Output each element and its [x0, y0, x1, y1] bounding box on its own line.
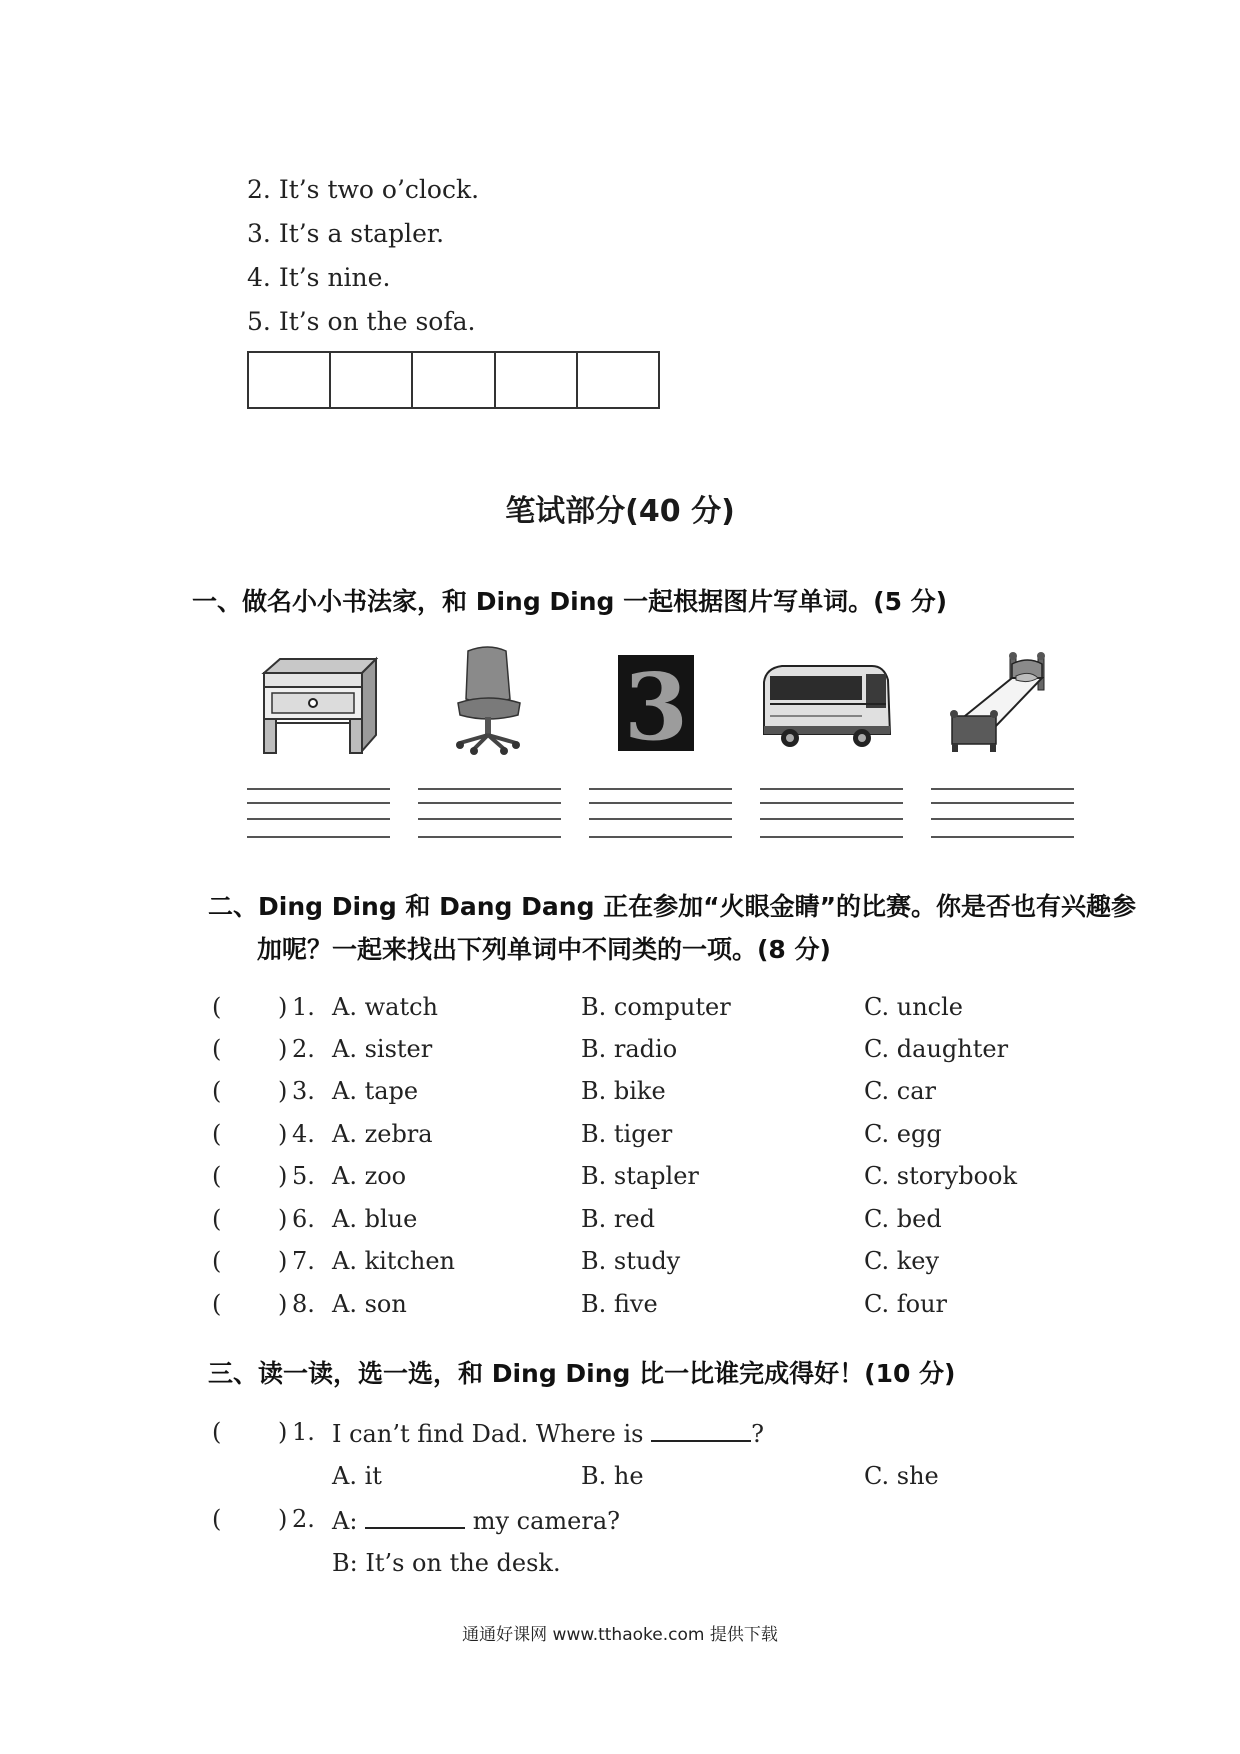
answer-cell[interactable]: [331, 353, 413, 407]
footer-source: 通通好课网 www.tthaoke.com 提供下载: [462, 1625, 778, 1645]
question-mark: ?: [751, 1420, 764, 1448]
writing-lines-5[interactable]: [931, 788, 1074, 843]
answer-paren-close: ): [278, 1077, 288, 1105]
office-chair-icon: [448, 645, 528, 757]
dialogue-line-b: [332, 1549, 561, 1577]
answer-cell[interactable]: [578, 353, 658, 407]
question-row: [212, 1205, 1112, 1235]
question-row: [212, 1247, 1112, 1277]
section2-heading-line2: 加呢？一起来找出下列单词中不同类的一项。(8 分): [257, 935, 831, 964]
option-b: B. radio: [581, 1035, 678, 1063]
bus-icon: [760, 660, 894, 752]
answer-paren-close: ): [278, 1162, 288, 1190]
section3-heading: 三、读一读，选一选，和 Ding Ding 比一比谁完成得好！(10 分): [208, 1359, 956, 1388]
answer-paren-open[interactable]: (: [212, 1290, 222, 1318]
dialogue-text: my camera?: [472, 1507, 621, 1535]
question-number: 3.: [292, 1077, 315, 1105]
answer-cell[interactable]: [249, 353, 331, 407]
written-part-title: 笔试部分(40 分): [505, 494, 735, 529]
writing-lines-4[interactable]: [760, 788, 903, 843]
answer-paren-open[interactable]: (: [212, 993, 222, 1021]
listening-item-2: [247, 175, 479, 204]
option-a: A. kitchen: [332, 1247, 456, 1275]
option-c: C. bed: [864, 1205, 942, 1233]
writing-lines-1[interactable]: [247, 788, 390, 843]
option-a: A. tape: [332, 1077, 419, 1105]
listening-item-3: [247, 219, 444, 248]
option-b: B. bike: [581, 1077, 666, 1105]
options-row: [212, 1462, 1112, 1492]
answer-paren-close: ): [278, 1418, 288, 1446]
answer-paren-close: ): [278, 1035, 288, 1063]
option-b: B. stapler: [581, 1162, 699, 1190]
section1-heading: 一、做名小小书法家，和 Ding Ding 一起根据图片写单词。(5 分): [192, 587, 948, 616]
item-number: 5.: [247, 307, 271, 336]
answer-paren-close: ): [278, 1290, 288, 1318]
nightstand-icon: [258, 655, 378, 757]
fill-blank[interactable]: [651, 1418, 751, 1442]
question-stem: [332, 1418, 764, 1448]
option-c: C. daughter: [864, 1035, 1009, 1063]
question-number: 1.: [292, 993, 315, 1021]
option-a: A. son: [332, 1290, 407, 1318]
question-row: [212, 1290, 1112, 1320]
dialogue-text: B: It’s on the desk.: [332, 1549, 561, 1577]
option-a: A. it: [332, 1462, 382, 1490]
option-a: A. zoo: [332, 1162, 407, 1190]
question-number: 4.: [292, 1120, 315, 1148]
listening-item-4: [247, 263, 390, 292]
option-b: B. red: [581, 1205, 655, 1233]
item-text: It’s nine.: [278, 263, 391, 292]
question-row: [212, 1162, 1112, 1192]
answer-paren-open[interactable]: (: [212, 1035, 222, 1063]
answer-paren-open[interactable]: (: [212, 1162, 222, 1190]
question-number: 7.: [292, 1247, 315, 1275]
answer-paren-close: ): [278, 1120, 288, 1148]
question-number: 6.: [292, 1205, 315, 1233]
option-c: C. car: [864, 1077, 936, 1105]
writing-lines-2[interactable]: [418, 788, 561, 843]
section2-heading-line1: 二、Ding Ding 和 Dang Dang 正在参加“火眼金睛”的比赛。你是否也有兴趣参: [208, 892, 1137, 921]
option-c: C. storybook: [864, 1162, 1018, 1190]
bed-icon: [950, 650, 1046, 752]
option-b: B. five: [581, 1290, 658, 1318]
question-number: 2.: [292, 1505, 315, 1533]
option-c: C. egg: [864, 1120, 942, 1148]
answer-cell[interactable]: [496, 353, 578, 407]
digit-three: 3: [623, 655, 689, 751]
option-b: B. he: [581, 1462, 644, 1490]
option-a: A. sister: [332, 1035, 433, 1063]
answer-paren-close: ): [278, 993, 288, 1021]
answer-cell[interactable]: [413, 353, 495, 407]
speaker-a-label: A:: [332, 1507, 358, 1535]
answer-paren-close: ): [278, 1205, 288, 1233]
question-row: [212, 1120, 1112, 1150]
dialogue-line-a: [332, 1505, 620, 1535]
item-number: 3.: [247, 219, 271, 248]
question-row: [212, 993, 1112, 1023]
number-three-icon: [618, 655, 694, 751]
writing-lines-3[interactable]: [589, 788, 732, 843]
option-b: B. computer: [581, 993, 731, 1021]
question-row: [212, 1077, 1112, 1107]
answer-paren-open[interactable]: (: [212, 1418, 222, 1446]
question-number: 2.: [292, 1035, 315, 1063]
answer-paren-open[interactable]: (: [212, 1205, 222, 1233]
option-b: B. study: [581, 1247, 681, 1275]
option-c: C. key: [864, 1247, 940, 1275]
answer-paren-open[interactable]: (: [212, 1505, 222, 1533]
answer-paren-close: ): [278, 1505, 288, 1533]
option-b: B. tiger: [581, 1120, 673, 1148]
answer-paren-open[interactable]: (: [212, 1247, 222, 1275]
option-a: A. zebra: [332, 1120, 433, 1148]
question-text: I can’t find Dad. Where is: [332, 1420, 644, 1448]
question-row: [212, 1035, 1112, 1065]
fill-blank[interactable]: [365, 1505, 465, 1529]
question-number: 5.: [292, 1162, 315, 1190]
listening-item-5: [247, 307, 475, 336]
option-a: A. blue: [332, 1205, 418, 1233]
option-c: C. she: [864, 1462, 939, 1490]
option-c: C. uncle: [864, 993, 963, 1021]
question-row: [212, 1418, 1112, 1448]
question-number: 8.: [292, 1290, 315, 1318]
item-text: It’s on the sofa.: [278, 307, 476, 336]
question-row: [212, 1505, 1112, 1535]
answer-paren-close: ): [278, 1247, 288, 1275]
option-a: A. watch: [332, 993, 438, 1021]
item-number: 4.: [247, 263, 271, 292]
item-text: It’s a stapler.: [278, 219, 445, 248]
option-c: C. four: [864, 1290, 948, 1318]
answer-box: [247, 351, 660, 409]
item-text: It’s two o’clock.: [278, 175, 480, 204]
answer-paren-open[interactable]: (: [212, 1120, 222, 1148]
item-number: 2.: [247, 175, 271, 204]
answer-paren-open[interactable]: (: [212, 1077, 222, 1105]
question-number: 1.: [292, 1418, 315, 1446]
